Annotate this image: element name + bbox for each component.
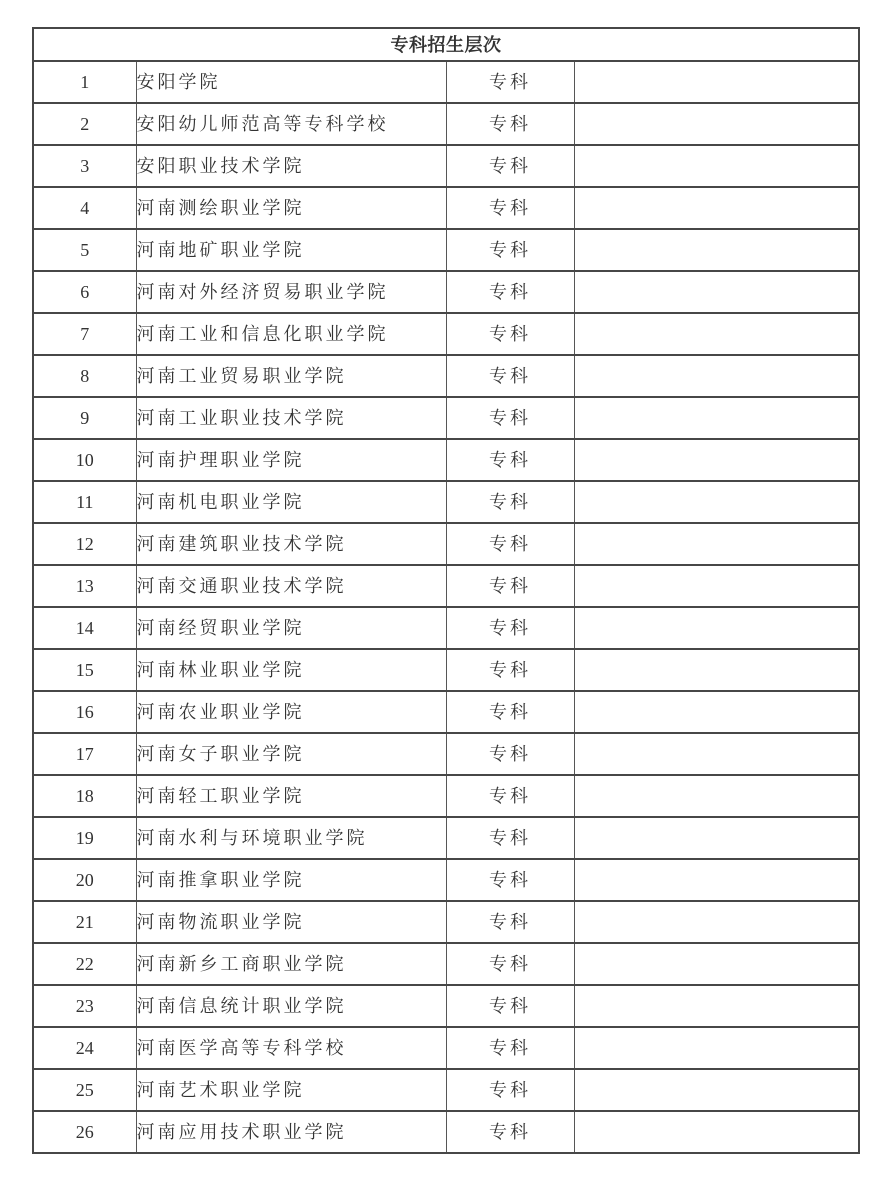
row-number: 11: [33, 481, 136, 523]
school-name: 河南测绘职业学院: [136, 187, 446, 229]
row-number: 15: [33, 649, 136, 691]
row-number: 14: [33, 607, 136, 649]
level-value: 专科: [446, 733, 574, 775]
table-row: [33, 985, 859, 1027]
level-value: 专科: [446, 397, 574, 439]
empty-cell: [574, 229, 859, 271]
table-row: [33, 397, 859, 439]
enrollment-level-table: [32, 27, 860, 1154]
table-row: [33, 733, 859, 775]
level-value: 专科: [446, 313, 574, 355]
level-value: 专科: [446, 523, 574, 565]
school-name: 河南林业职业学院: [136, 649, 446, 691]
school-name: 安阳幼儿师范高等专科学校: [136, 103, 446, 145]
level-value: 专科: [446, 187, 574, 229]
school-name: 河南工业和信息化职业学院: [136, 313, 446, 355]
school-name: 河南对外经济贸易职业学院: [136, 271, 446, 313]
empty-cell: [574, 103, 859, 145]
level-value: 专科: [446, 1069, 574, 1111]
empty-cell: [574, 145, 859, 187]
level-value: 专科: [446, 649, 574, 691]
table-row: [33, 1111, 859, 1153]
table-row: [33, 691, 859, 733]
empty-cell: [574, 943, 859, 985]
table-header: [33, 28, 859, 61]
level-value: 专科: [446, 61, 574, 103]
empty-cell: [574, 481, 859, 523]
table-title: 专科招生层次: [33, 28, 859, 61]
table-row: [33, 607, 859, 649]
table-row: [33, 565, 859, 607]
level-value: 专科: [446, 901, 574, 943]
empty-cell: [574, 1069, 859, 1111]
empty-cell: [574, 355, 859, 397]
level-value: 专科: [446, 607, 574, 649]
table-row: [33, 901, 859, 943]
row-number: 5: [33, 229, 136, 271]
school-name: 河南推拿职业学院: [136, 859, 446, 901]
table-row: [33, 523, 859, 565]
row-number: 17: [33, 733, 136, 775]
row-number: 18: [33, 775, 136, 817]
school-name: 河南应用技术职业学院: [136, 1111, 446, 1153]
school-name: 河南机电职业学院: [136, 481, 446, 523]
empty-cell: [574, 691, 859, 733]
empty-cell: [574, 733, 859, 775]
table-row: [33, 313, 859, 355]
level-value: 专科: [446, 859, 574, 901]
empty-cell: [574, 313, 859, 355]
empty-cell: [574, 1111, 859, 1153]
title-row: [33, 28, 859, 61]
table-row: [33, 775, 859, 817]
level-value: 专科: [446, 481, 574, 523]
empty-cell: [574, 859, 859, 901]
table-row: [33, 1069, 859, 1111]
school-name: 河南农业职业学院: [136, 691, 446, 733]
empty-cell: [574, 817, 859, 859]
empty-cell: [574, 523, 859, 565]
row-number: 26: [33, 1111, 136, 1153]
empty-cell: [574, 649, 859, 691]
table-row: [33, 355, 859, 397]
school-name: 安阳职业技术学院: [136, 145, 446, 187]
level-value: 专科: [446, 817, 574, 859]
empty-cell: [574, 271, 859, 313]
level-value: 专科: [446, 985, 574, 1027]
school-name: 河南护理职业学院: [136, 439, 446, 481]
level-value: 专科: [446, 565, 574, 607]
table-row: [33, 1027, 859, 1069]
row-number: 20: [33, 859, 136, 901]
school-name: 河南建筑职业技术学院: [136, 523, 446, 565]
table-row: [33, 439, 859, 481]
row-number: 21: [33, 901, 136, 943]
row-number: 13: [33, 565, 136, 607]
level-value: 专科: [446, 439, 574, 481]
row-number: 24: [33, 1027, 136, 1069]
empty-cell: [574, 775, 859, 817]
row-number: 10: [33, 439, 136, 481]
school-name: 河南女子职业学院: [136, 733, 446, 775]
table-row: [33, 145, 859, 187]
row-number: 16: [33, 691, 136, 733]
table-row: [33, 649, 859, 691]
school-name: 河南水利与环境职业学院: [136, 817, 446, 859]
school-name: 河南新乡工商职业学院: [136, 943, 446, 985]
school-name: 河南经贸职业学院: [136, 607, 446, 649]
school-name: 河南医学高等专科学校: [136, 1027, 446, 1069]
row-number: 3: [33, 145, 136, 187]
level-value: 专科: [446, 229, 574, 271]
level-value: 专科: [446, 775, 574, 817]
row-number: 4: [33, 187, 136, 229]
table-row: [33, 187, 859, 229]
level-value: 专科: [446, 271, 574, 313]
empty-cell: [574, 985, 859, 1027]
row-number: 1: [33, 61, 136, 103]
empty-cell: [574, 439, 859, 481]
empty-cell: [574, 1027, 859, 1069]
empty-cell: [574, 61, 859, 103]
level-value: 专科: [446, 145, 574, 187]
level-value: 专科: [446, 103, 574, 145]
level-value: 专科: [446, 691, 574, 733]
table-row: [33, 817, 859, 859]
school-name: 河南工业贸易职业学院: [136, 355, 446, 397]
empty-cell: [574, 901, 859, 943]
row-number: 2: [33, 103, 136, 145]
row-number: 12: [33, 523, 136, 565]
table-row: [33, 481, 859, 523]
level-value: 专科: [446, 1111, 574, 1153]
row-number: 8: [33, 355, 136, 397]
empty-cell: [574, 565, 859, 607]
level-value: 专科: [446, 943, 574, 985]
table-row: [33, 859, 859, 901]
table-row: [33, 103, 859, 145]
school-name: 河南地矿职业学院: [136, 229, 446, 271]
row-number: 9: [33, 397, 136, 439]
school-name: 安阳学院: [136, 61, 446, 103]
empty-cell: [574, 187, 859, 229]
row-number: 23: [33, 985, 136, 1027]
row-number: 19: [33, 817, 136, 859]
row-number: 7: [33, 313, 136, 355]
school-name: 河南信息统计职业学院: [136, 985, 446, 1027]
school-name: 河南工业职业技术学院: [136, 397, 446, 439]
table-row: [33, 943, 859, 985]
table-body: [33, 61, 859, 1153]
empty-cell: [574, 397, 859, 439]
school-name: 河南艺术职业学院: [136, 1069, 446, 1111]
school-name: 河南交通职业技术学院: [136, 565, 446, 607]
level-value: 专科: [446, 355, 574, 397]
row-number: 25: [33, 1069, 136, 1111]
table-row: [33, 61, 859, 103]
empty-cell: [574, 607, 859, 649]
table-row: [33, 229, 859, 271]
row-number: 6: [33, 271, 136, 313]
table-row: [33, 271, 859, 313]
school-name: 河南轻工职业学院: [136, 775, 446, 817]
school-name: 河南物流职业学院: [136, 901, 446, 943]
level-value: 专科: [446, 1027, 574, 1069]
row-number: 22: [33, 943, 136, 985]
